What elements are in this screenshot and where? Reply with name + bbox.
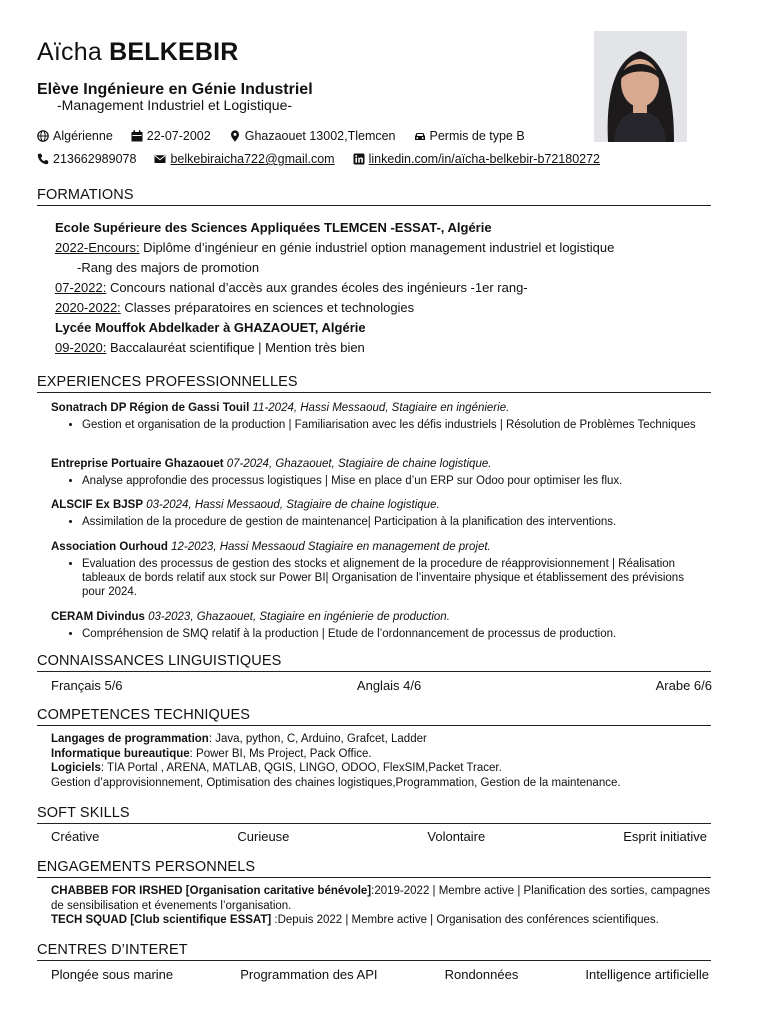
calendar-icon [131,130,143,142]
section-engagements-heading: ENGAGEMENTS PERSONNELS [37,859,711,878]
linkedin[interactable] [353,152,600,166]
profile-photo [594,31,687,142]
experience-desc: • Evaluation des processus de gestion des stocks et alignement de la procedure de réapprovisionnement | Réalisation tableaux de bords relatif aux stock sur Power BI| Organisation de l’inventaire physique et établissement des prévisions pour 2024. [82,557,701,599]
experience-desc: • Analyse approfondie des processus logistiques | Mise en place d’un ERP sur Odoo pour optimiser les flux. [82,474,701,488]
softskill-item: Volontaire [427,829,486,844]
map-pin-icon [229,130,241,142]
email-link[interactable]: belkebiraicha722@gmail.com [170,152,335,166]
last-name: BELKEBIR [109,38,239,66]
engagement-item: CHABBEB FOR IRSHED [Organisation caritative bénévole]:2019-2022 | Membre active | Planification des sorties, campagnes de sensibilisation et évenements l’organisation. [51,885,711,912]
formation-rank: -Rang des majors de promotion [77,260,260,275]
car-icon [414,130,426,142]
section-softskills-heading: SOFT SKILLS [37,805,711,824]
school-lycee: Lycée Mouffok Abdelkader à GHAZAOUET, Algérie [55,320,366,335]
experience-desc: • Gestion et organisation de la production | Familiarisation avec les défis industriels | Résolution de Problèmes Techniques [82,418,701,432]
technical-block: Langages de programmation: Java, python, C, Arduino, Grafcet, Ladder Informatique bureautique: Power BI, Ms Project, Pack Office. Logiciels: TIA Portal , ARENA, MATLAB, QGIS, LINGO, ODOO, FlexSIM,Packet Tracer. Gestion d’approvisionnement, Optimisation des chaines logistiques,Programmation, Gestion de la maintenance. [51,732,711,790]
experience-desc: • Assimilation de la procedure de gestion de maintenance| Participation à la planification des interventions. [82,515,701,529]
languages-list [51,678,712,693]
job-subtitle: -Management Industriel et Logistique- [57,97,293,113]
softskill-item: Créative [51,829,100,844]
nationality: Algérienne [37,129,113,143]
formation-item: 2020-2022: Classes préparatoires en sciences et technologies [55,300,415,315]
interest-item: Intelligence artificielle [585,967,709,982]
experience-item: ALSCIF Ex BJSP 03-2024, Hassi Messaoud, Stagiaire de chaine logistique. • Assimilation de la procedure de gestion de maintenance| Participation à la planification des interventions. [51,498,701,529]
softskill-item: Esprit initiative [623,829,707,844]
birthdate: 22-07-2002 [131,129,211,143]
experience-item: CERAM Divindus 03-2023, Ghazaouet, Stagiaire en ingénierie de production. • Compréhension de SMQ relatif à la production | Etude de l’ordonnancement de processus de production. [51,610,701,641]
first-name: Aïcha [37,38,102,66]
formation-item: 2022-Encours: Diplôme d’ingénieur en génie industriel option management industriel et logistique [55,240,615,255]
softskills-list [51,829,707,844]
section-experiences-heading: EXPERIENCES PROFESSIONNELLES [37,374,711,393]
experience-item: Association Ourhoud 12-2023, Hassi Messaoud Stagiaire en management de projet. • Evaluation des processus de gestion des stocks et alignement de la procedure de réapprovisionnement | Réalisation tableaux de bords relatif aux stock sur Power BI| Organisation de l’inventaire physique et établissement des prévisions pour 2024. [51,540,701,599]
email[interactable] [154,152,334,166]
experience-item: Sonatrach DP Région de Gassi Touil 11-2024, Hassi Messaoud, Stagiaire en ingénierie. • Gestion et organisation de la production | Familiarisation avec les défis industriels | Résolution de Problèmes Techniques [51,401,701,432]
section-technical-heading: COMPETENCES TECHNIQUES [37,707,711,726]
language-item: Arabe 6/6 [655,678,712,693]
contact-line-2 [37,152,618,166]
interest-item: Plongée sous marine [51,967,174,982]
interest-item: Programmation des API [240,967,378,982]
globe-icon [37,130,49,142]
experience-desc: • Compréhension de SMQ relatif à la production | Etude de l’ordonnancement de processus de production. [82,627,701,641]
phone: 213662989078 [37,152,136,166]
engagements-block [51,884,711,928]
full-name [37,38,238,67]
section-interests-heading: CENTRES D’INTERET [37,942,711,961]
phone-icon [37,153,49,165]
linkedin-icon [353,153,365,165]
interest-item: Rondonnées [444,967,519,982]
section-languages-heading: CONNAISSANCES LINGUISTIQUES [37,653,711,672]
language-item: Français 5/6 [51,678,123,693]
formation-item: 07-2022: Concours national d’accès aux grandes écoles des ingénieurs -1er rang- [55,280,528,295]
language-item: Anglais 4/6 [356,678,422,693]
technical-other: Gestion d’approvisionnement, Optimisation des chaines logistiques,Programmation, Gestion de la maintenance. [51,776,621,789]
formations-block [55,218,715,358]
location: Ghazaouet 13002,Tlemcen [229,129,396,143]
contact-line-1 [37,129,543,143]
linkedin-link[interactable]: linkedin.com/in/aïcha-belkebir-b72180272 [368,152,601,166]
engagement-item: TECH SQUAD [Club scientifique ESSAT] :Depuis 2022 | Membre active | Organisation des conférences scientifiques. [51,914,659,926]
school-essat: Ecole Supérieure des Sciences Appliquées TLEMCEN -ESSAT-, Algérie [55,220,492,235]
section-formations-heading: FORMATIONS [37,187,711,206]
interests-list [51,967,709,982]
experience-item: Entreprise Portuaire Ghazaouet 07-2024, Ghazaouet, Stagiaire de chaine logistique. • Analyse approfondie des processus logistiques | Mise en place d’un ERP sur Odoo pour optimiser les flux. [51,457,701,488]
envelope-icon [154,153,166,165]
softskill-item: Curieuse [237,829,290,844]
job-title: Elève Ingénieure en Génie Industriel [37,81,313,98]
driving-license: Permis de type B [414,129,525,143]
formation-item: 09-2020: Baccalauréat scientifique | Mention très bien [55,340,365,355]
